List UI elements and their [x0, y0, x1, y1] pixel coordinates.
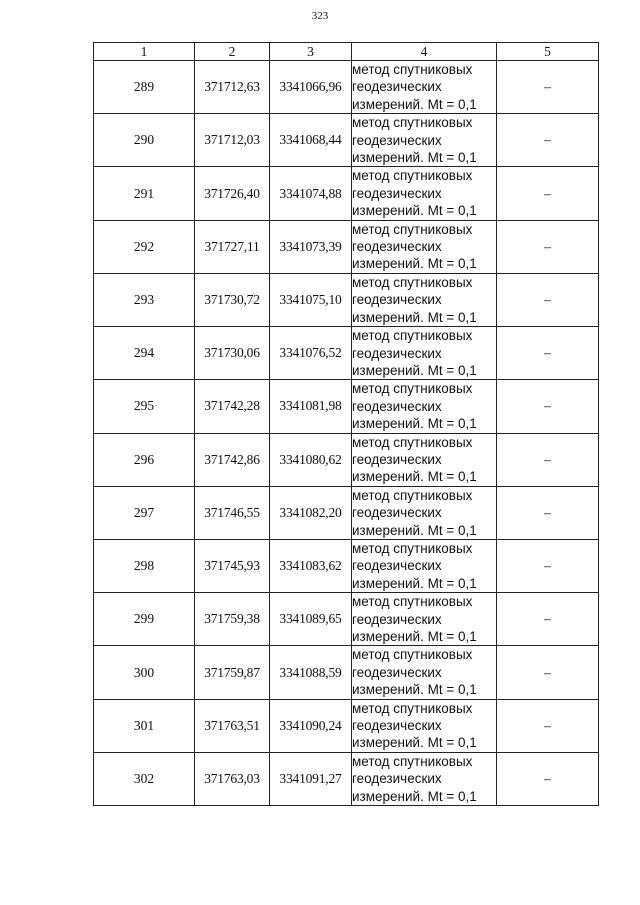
method-line-1: метод спутниковых — [352, 594, 473, 610]
x-coordinate-cell: 371742,86 — [195, 433, 270, 486]
table-row — [94, 61, 599, 114]
method-line-3: измерений. Mt = 0,1 — [352, 629, 477, 644]
table-row — [94, 167, 599, 220]
point-number-cell: 301 — [94, 699, 195, 752]
method-cell — [352, 433, 497, 486]
y-coordinate-cell: 3341066,96 — [270, 61, 352, 114]
point-number-cell: 295 — [94, 380, 195, 433]
note-cell: – — [497, 61, 599, 114]
x-coordinate-cell: 371763,51 — [195, 699, 270, 752]
point-number-cell: 289 — [94, 61, 195, 114]
point-number-cell: 298 — [94, 539, 195, 592]
note-cell: – — [497, 699, 599, 752]
y-coordinate-cell: 3341090,24 — [270, 699, 352, 752]
method-line-1: метод спутниковых — [352, 115, 473, 131]
y-coordinate-cell: 3341081,98 — [270, 380, 352, 433]
method-line-1: метод спутниковых — [352, 274, 473, 290]
method-line-2: геодезических — [352, 718, 442, 734]
method-line-2: геодезических — [352, 451, 442, 467]
method-cell — [352, 486, 497, 539]
x-coordinate-cell: 371726,40 — [195, 167, 270, 220]
table-row — [94, 646, 599, 699]
method-cell — [352, 752, 497, 805]
table-row — [94, 699, 599, 752]
method-line-2: геодезических — [352, 664, 442, 680]
table-row — [94, 273, 599, 326]
y-coordinate-cell: 3341076,52 — [270, 327, 352, 380]
method-cell — [352, 114, 497, 167]
note-cell: – — [497, 646, 599, 699]
method-cell — [352, 167, 497, 220]
y-coordinate-cell: 3341089,65 — [270, 593, 352, 646]
note-cell: – — [497, 114, 599, 167]
x-coordinate-cell: 371746,55 — [195, 486, 270, 539]
x-coordinate-cell: 371745,93 — [195, 539, 270, 592]
note-cell: – — [497, 380, 599, 433]
method-line-1: метод спутниковых — [352, 700, 473, 716]
note-cell: – — [497, 593, 599, 646]
method-line-3: измерений. Mt = 0,1 — [352, 575, 477, 591]
method-line-3: измерений. Mt = 0,1 — [352, 788, 477, 804]
method-cell — [352, 646, 497, 699]
method-line-2: геодезических — [352, 611, 442, 627]
method-line-3: измерений. Mt = 0,1 — [352, 416, 477, 432]
table-row — [94, 752, 599, 805]
method-line-3: измерений. Mt = 0,1 — [352, 735, 477, 751]
note-cell: – — [497, 539, 599, 592]
y-coordinate-cell: 3341068,44 — [270, 114, 352, 167]
y-coordinate-cell: 3341088,59 — [270, 646, 352, 699]
note-cell: – — [497, 220, 599, 273]
method-cell — [352, 593, 497, 646]
method-line-3: измерений. Mt = 0,1 — [352, 150, 477, 166]
column-header-1: 1 — [94, 43, 195, 61]
table-row — [94, 539, 599, 592]
method-line-1: метод спутниковых — [352, 328, 473, 344]
y-coordinate-cell: 3341091,27 — [270, 752, 352, 805]
note-cell: – — [497, 752, 599, 805]
point-number-cell: 296 — [94, 433, 195, 486]
column-header-3: 3 — [270, 43, 352, 61]
table-body — [94, 61, 599, 806]
method-cell — [352, 220, 497, 273]
page-number: 323 — [311, 10, 329, 22]
y-coordinate-cell: 3341075,10 — [270, 273, 352, 326]
x-coordinate-cell: 371712,63 — [195, 61, 270, 114]
method-line-3: измерений. Mt = 0,1 — [352, 203, 477, 219]
method-line-2: геодезических — [352, 558, 442, 574]
column-header-5: 5 — [497, 43, 599, 61]
method-line-2: геодезических — [352, 132, 442, 148]
method-line-2: геодезических — [352, 185, 442, 201]
note-cell: – — [497, 273, 599, 326]
method-cell — [352, 539, 497, 592]
method-line-1: метод спутниковых — [352, 540, 473, 556]
x-coordinate-cell: 371712,03 — [195, 114, 270, 167]
point-number-cell: 292 — [94, 220, 195, 273]
note-cell: – — [497, 167, 599, 220]
header-row — [94, 43, 599, 61]
method-cell — [352, 327, 497, 380]
point-number-cell: 290 — [94, 114, 195, 167]
method-line-1: метод спутниковых — [352, 434, 473, 450]
note-cell: – — [497, 327, 599, 380]
method-line-3: измерений. Mt = 0,1 — [352, 96, 477, 112]
coordinates-table — [93, 42, 599, 806]
method-line-1: метод спутниковых — [352, 487, 473, 503]
method-cell — [352, 273, 497, 326]
x-coordinate-cell: 371763,03 — [195, 752, 270, 805]
method-line-3: измерений. Mt = 0,1 — [352, 362, 477, 378]
method-line-2: геодезических — [352, 771, 442, 787]
method-line-2: геодезических — [352, 398, 442, 414]
table-row — [94, 114, 599, 167]
table-header — [94, 43, 599, 61]
method-line-3: измерений. Mt = 0,1 — [352, 256, 477, 272]
method-line-2: геодезических — [352, 345, 442, 361]
x-coordinate-cell: 371759,87 — [195, 646, 270, 699]
y-coordinate-cell: 3341073,39 — [270, 220, 352, 273]
method-line-1: метод спутниковых — [352, 753, 473, 769]
x-coordinate-cell: 371727,11 — [195, 220, 270, 273]
note-cell: – — [497, 433, 599, 486]
table-row — [94, 433, 599, 486]
method-line-2: геодезических — [352, 79, 442, 95]
method-line-2: геодезических — [352, 292, 442, 308]
method-line-3: измерений. Mt = 0,1 — [352, 522, 477, 538]
table-row — [94, 593, 599, 646]
point-number-cell: 297 — [94, 486, 195, 539]
x-coordinate-cell: 371759,38 — [195, 593, 270, 646]
method-cell — [352, 61, 497, 114]
point-number-cell: 300 — [94, 646, 195, 699]
note-cell: – — [497, 486, 599, 539]
y-coordinate-cell: 3341080,62 — [270, 433, 352, 486]
y-coordinate-cell: 3341083,62 — [270, 539, 352, 592]
method-line-1: метод спутниковых — [352, 221, 473, 237]
point-number-cell: 299 — [94, 593, 195, 646]
table-row — [94, 220, 599, 273]
method-line-3: измерений. Mt = 0,1 — [352, 682, 477, 698]
method-line-2: геодезических — [352, 505, 442, 521]
y-coordinate-cell: 3341082,20 — [270, 486, 352, 539]
point-number-cell: 302 — [94, 752, 195, 805]
x-coordinate-cell: 371730,06 — [195, 327, 270, 380]
table-row — [94, 486, 599, 539]
method-line-1: метод спутниковых — [352, 168, 473, 184]
column-header-4: 4 — [352, 43, 497, 61]
method-cell — [352, 699, 497, 752]
method-line-3: измерений. Mt = 0,1 — [352, 309, 477, 325]
point-number-cell: 293 — [94, 273, 195, 326]
method-line-2: геодезических — [352, 239, 442, 255]
method-line-1: метод спутниковых — [352, 62, 473, 77]
method-line-3: измерений. Mt = 0,1 — [352, 469, 477, 485]
point-number-cell: 294 — [94, 327, 195, 380]
x-coordinate-cell: 371730,72 — [195, 273, 270, 326]
x-coordinate-cell: 371742,28 — [195, 380, 270, 433]
table-row — [94, 380, 599, 433]
method-line-1: метод спутниковых — [352, 381, 473, 397]
column-header-2: 2 — [195, 43, 270, 61]
y-coordinate-cell: 3341074,88 — [270, 167, 352, 220]
method-cell — [352, 380, 497, 433]
point-number-cell: 291 — [94, 167, 195, 220]
table-row — [94, 327, 599, 380]
method-line-1: метод спутниковых — [352, 647, 473, 663]
